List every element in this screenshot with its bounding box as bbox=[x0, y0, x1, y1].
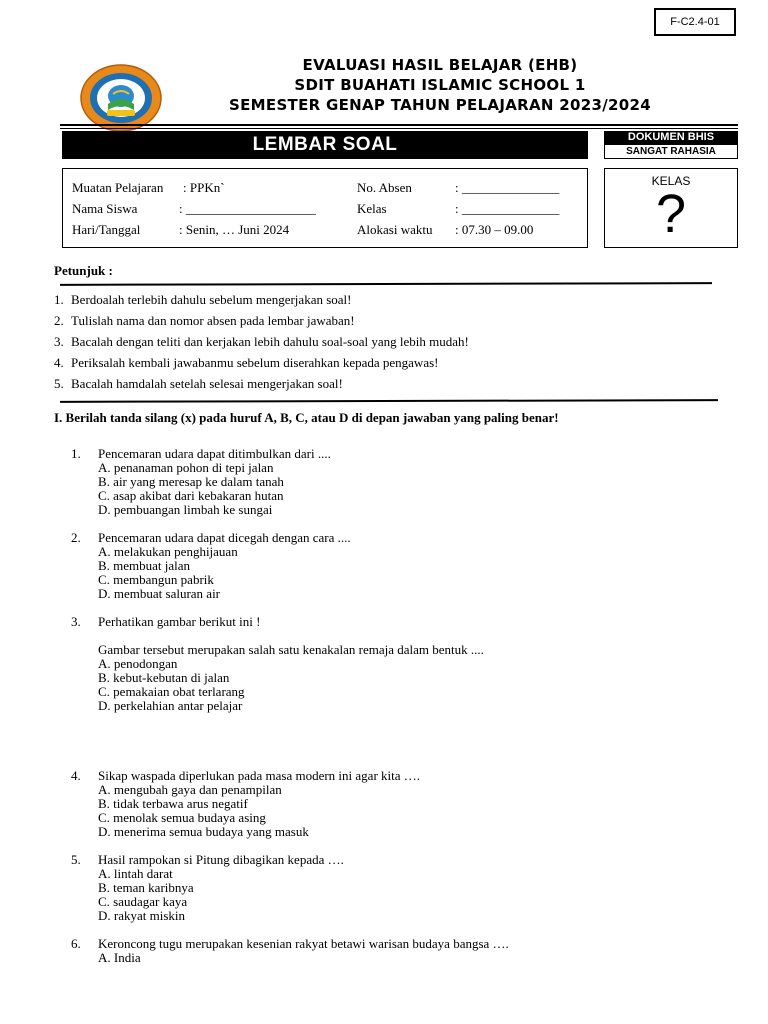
option-a[interactable]: A. penanaman pohon di tepi jalan bbox=[98, 460, 274, 475]
question-number: 4. bbox=[71, 768, 81, 783]
option-a[interactable]: A. mengubah gaya dan penampilan bbox=[98, 782, 282, 797]
absen-field[interactable]: : _______________ bbox=[455, 180, 560, 195]
instruction-text: Periksalah kembali jawabanmu sebelum diserahkan kepada pengawas! bbox=[71, 355, 439, 370]
question-number: 6. bbox=[71, 936, 81, 951]
petunjuk-title: Petunjuk : bbox=[54, 263, 113, 278]
option-b[interactable]: B. membuat jalan bbox=[98, 558, 191, 573]
header-rule bbox=[60, 124, 738, 126]
question-text-continued: Gambar tersebut merupakan salah satu kenakalan remaja dalam bentuk .... bbox=[98, 642, 484, 657]
petunjuk-divider-bottom bbox=[60, 399, 718, 403]
question-text: Hasil rampokan si Pitung dibagikan kepada …. bbox=[98, 852, 344, 867]
option-d[interactable]: D. menerima semua budaya yang masuk bbox=[98, 824, 309, 839]
option-c[interactable]: C. membangun pabrik bbox=[98, 572, 214, 587]
question-number: 1. bbox=[71, 446, 81, 461]
instruction-item bbox=[54, 334, 469, 350]
section-instruction: I. Berilah tanda silang (x) pada huruf A, B, C, atau D di depan jawaban yang paling benar! bbox=[54, 410, 559, 425]
header-rule-thin bbox=[60, 128, 738, 129]
hari-label: Hari/Tanggal bbox=[72, 222, 141, 237]
alokasi-value: : 07.30 – 09.00 bbox=[455, 222, 534, 237]
kelas-box-value: ? bbox=[655, 184, 687, 244]
student-info-box bbox=[62, 168, 588, 248]
question-number: 5. bbox=[71, 852, 81, 867]
nama-label: Nama Siswa bbox=[72, 201, 138, 216]
instruction-text: Bacalah dengan teliti dan kerjakan lebih dahulu soal-soal yang lebih mudah! bbox=[71, 334, 469, 349]
kelas-box-label: KELAS bbox=[651, 174, 691, 188]
option-d[interactable]: D. membuat saluran air bbox=[98, 586, 221, 601]
option-b[interactable]: B. tidak terbawa arus negatif bbox=[98, 796, 248, 811]
muatan-value: : PPKn` bbox=[183, 180, 225, 195]
kelas-field[interactable]: : _______________ bbox=[455, 201, 560, 216]
question-text: Sikap waspada diperlukan pada masa modern ini agar kita …. bbox=[98, 768, 421, 783]
instruction-item bbox=[54, 376, 343, 392]
option-c[interactable]: C. menolak semua budaya asing bbox=[98, 810, 266, 825]
instruction-item bbox=[54, 292, 351, 308]
option-c[interactable]: C. asap akibat dari kebakaran hutan bbox=[98, 488, 284, 503]
option-b[interactable]: B. teman karibnya bbox=[98, 880, 194, 895]
question-number: 2. bbox=[71, 530, 81, 545]
option-a[interactable]: A. India bbox=[98, 950, 141, 965]
instruction-text: Bacalah hamdalah setelah selesai mengerjakan soal! bbox=[71, 376, 343, 391]
instruction-number: 2. bbox=[54, 313, 64, 328]
option-c[interactable]: C. pemakaian obat terlarang bbox=[98, 684, 245, 699]
kelas-box bbox=[604, 168, 738, 248]
option-a[interactable]: A. penodongan bbox=[98, 656, 178, 671]
option-b[interactable]: B. kebut-kebutan di jalan bbox=[98, 670, 230, 685]
instruction-number: 4. bbox=[54, 355, 64, 370]
option-a[interactable]: A. lintah darat bbox=[98, 866, 173, 881]
option-c[interactable]: C. saudagar kaya bbox=[98, 894, 188, 909]
question-text: Keroncong tugu merupakan kesenian rakyat betawi warisan budaya bangsa …. bbox=[98, 936, 509, 951]
header-title-3: SEMESTER GENAP TAHUN PELAJARAN 2023/2024 bbox=[229, 96, 651, 114]
absen-label: No. Absen bbox=[357, 180, 412, 195]
hari-value: : Senin, … Juni 2024 bbox=[179, 222, 290, 237]
kelas-label: Kelas bbox=[357, 201, 387, 216]
instruction-text: Berdoalah terlebih dahulu sebelum mengerjakan soal! bbox=[71, 292, 352, 307]
instruction-text: Tulislah nama dan nomor absen pada lembar jawaban! bbox=[71, 313, 355, 328]
question-text: Perhatikan gambar berikut ini ! bbox=[98, 614, 261, 629]
question-text: Pencemaran udara dapat ditimbulkan dari .... bbox=[98, 446, 331, 461]
document-secret: SANGAT RAHASIA bbox=[604, 144, 738, 159]
muatan-label: Muatan Pelajaran bbox=[72, 180, 164, 195]
instruction-number: 3. bbox=[54, 334, 64, 349]
document-label: DOKUMEN BHIS bbox=[604, 131, 738, 144]
option-d[interactable]: D. rakyat miskin bbox=[98, 908, 186, 923]
nama-field[interactable]: : ____________________ bbox=[179, 201, 316, 216]
form-code: F-C2.4-01 bbox=[654, 8, 736, 36]
alokasi-label: Alokasi waktu bbox=[357, 222, 433, 237]
question-number: 3. bbox=[71, 614, 81, 629]
instruction-number: 1. bbox=[54, 292, 64, 307]
option-d[interactable]: D. perkelahian antar pelajar bbox=[98, 698, 243, 713]
header-title-2: SDIT BUAHATI ISLAMIC SCHOOL 1 bbox=[294, 76, 586, 94]
option-b[interactable]: B. air yang meresap ke dalam tanah bbox=[98, 474, 284, 489]
page-title: LEMBAR SOAL bbox=[62, 131, 588, 159]
instruction-item bbox=[54, 313, 355, 329]
option-d[interactable]: D. pembuangan limbah ke sungai bbox=[98, 502, 273, 517]
header-title-1: EVALUASI HASIL BELAJAR (EHB) bbox=[302, 56, 578, 74]
instruction-item bbox=[54, 355, 438, 371]
option-a[interactable]: A. melakukan penghijauan bbox=[98, 544, 238, 559]
petunjuk-divider-top bbox=[60, 282, 712, 286]
question-text: Pencemaran udara dapat dicegah dengan cara .... bbox=[98, 530, 351, 545]
instruction-number: 5. bbox=[54, 376, 64, 391]
